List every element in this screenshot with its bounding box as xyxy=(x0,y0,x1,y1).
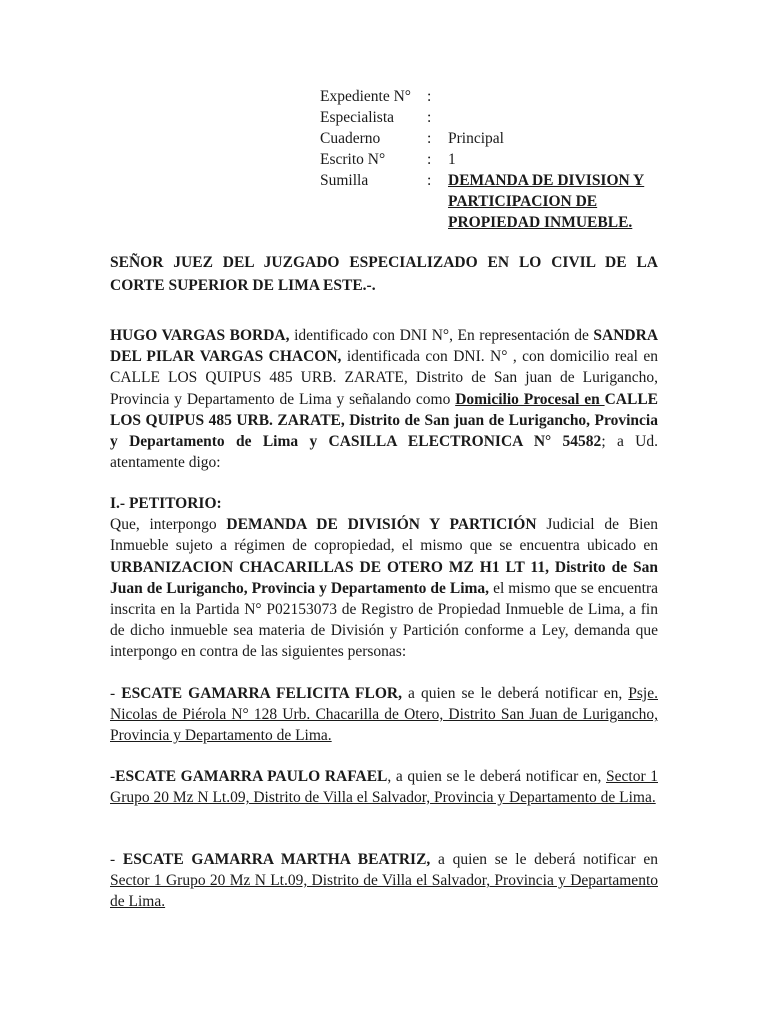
represented-name: SANDRA DEL PILAR VARGAS CHACON, xyxy=(110,327,659,366)
header-value: 1 xyxy=(448,151,456,168)
header-label: Escrito N° xyxy=(320,151,386,168)
header-colon: : xyxy=(427,151,432,168)
petitorio-text: Que, interpongo xyxy=(110,516,227,534)
addressee: SEÑOR JUEZ DEL JUZGADO ESPECIALIZADO EN LO CIVIL DE LA CORTE SUPERIOR DE LIMA ESTE.-. xyxy=(110,254,658,294)
header-label: Cuaderno xyxy=(320,130,381,147)
header-row-cuaderno xyxy=(320,128,665,149)
section-heading: I.- PETITORIO: xyxy=(110,495,222,512)
intro-text: identificado con DNI N°, En representación de xyxy=(289,327,594,344)
defendant-address: Sector 1 Grupo 20 Mz N Lt.09, Distrito de Villa el Salvador, Provincia y Departamento de Lima. xyxy=(110,768,658,807)
sumilla-value: DEMANDA DE DIVISION Y PARTICIPACION DE PROPIEDAD INMUEBLE. xyxy=(448,172,645,231)
defendant-name: ESCATE GAMARRA PAULO RAFAEL xyxy=(115,768,388,785)
header-colon: : xyxy=(427,130,432,147)
defendant-item xyxy=(110,683,658,747)
header-row-expediente xyxy=(320,86,665,107)
intro-text: identificada con DNI. N° , con domicilio real en CALLE LOS QUIPUS 485 URB. ZARATE, Distrito de San juan de Lurigancho, Provincia y Departamento de Lima y señalando como xyxy=(110,348,658,408)
defendant-text: a quien se le deberá notificar en xyxy=(430,851,658,868)
header-colon: : xyxy=(427,109,432,126)
header-label: Expediente N° xyxy=(320,88,411,105)
defendant-name: ESCATE GAMARRA MARTHA BEATRIZ, xyxy=(122,851,431,868)
header-row-sumilla xyxy=(320,170,665,233)
intro-paragraph xyxy=(110,325,658,473)
intro-text: ; a Ud. atentamente digo: xyxy=(110,433,658,472)
petitorio-bold: DEMANDA DE DIVISIÓN Y PARTICIÓN xyxy=(226,516,537,534)
defendant-prefix: - xyxy=(110,851,123,868)
case-header xyxy=(320,86,665,233)
petitorio-text: Judicial de Bien Inmueble sujeto a régimen de copropiedad, el mismo que se encuentra ubicado en xyxy=(110,516,659,555)
header-colon: : xyxy=(427,172,432,189)
header-value xyxy=(448,86,665,107)
procedural-address-label: Domicilio Procesal en xyxy=(455,390,605,408)
plaintiff-name: HUGO VARGAS BORDA, xyxy=(110,327,290,344)
procedural-address-value: CALLE LOS QUIPUS 485 URB. ZARATE, Distrito de San juan de Lurigancho, Provincia y Departamento de Lima y CASILLA ELECTRONICA N° 54582 xyxy=(110,390,658,451)
defendant-prefix: - xyxy=(110,685,122,702)
defendant-item xyxy=(110,849,658,913)
property-location: URBANIZACION CHACARILLAS DE OTERO MZ H1 LT 11, Distrito de San Juan de Lurigancho, Provincia y Departamento de Lima, xyxy=(110,558,658,597)
petitorio-section xyxy=(110,493,658,663)
petitorio-text: el mismo que se encuentra inscrita en la Partida N° P02153073 de Registro de Propiedad Inmueble de Lima, a fin de dicho inmueble sea materia de División y Partición conforme a Ley, demanda que interpongo en contra de las siguientes personas: xyxy=(110,579,658,661)
header-label: Especialista xyxy=(320,109,395,126)
header-row-escrito xyxy=(320,149,665,170)
defendant-address: Sector 1 Grupo 20 Mz N Lt.09, Distrito de Villa el Salvador, Provincia y Departamento de Lima. xyxy=(110,872,658,911)
header-label: Sumilla xyxy=(320,172,369,189)
defendant-prefix: - xyxy=(110,768,116,785)
header-value xyxy=(448,107,665,128)
header-value: Principal xyxy=(448,130,504,147)
defendant-text: , a quien se le deberá notificar en, xyxy=(387,768,607,785)
header-row-especialista xyxy=(320,107,665,128)
defendant-item xyxy=(110,766,658,808)
defendant-name: ESCATE GAMARRA FELICITA FLOR, xyxy=(121,685,402,702)
header-colon: : xyxy=(427,88,432,105)
defendant-address: Psje. Nicolas de Piérola N° 128 Urb. Chacarilla de Otero, Distrito San Juan de Lurigancho, Provincia y Departamento de Lima. xyxy=(110,685,658,745)
defendant-text: a quien se le deberá notificar en, xyxy=(401,685,629,702)
